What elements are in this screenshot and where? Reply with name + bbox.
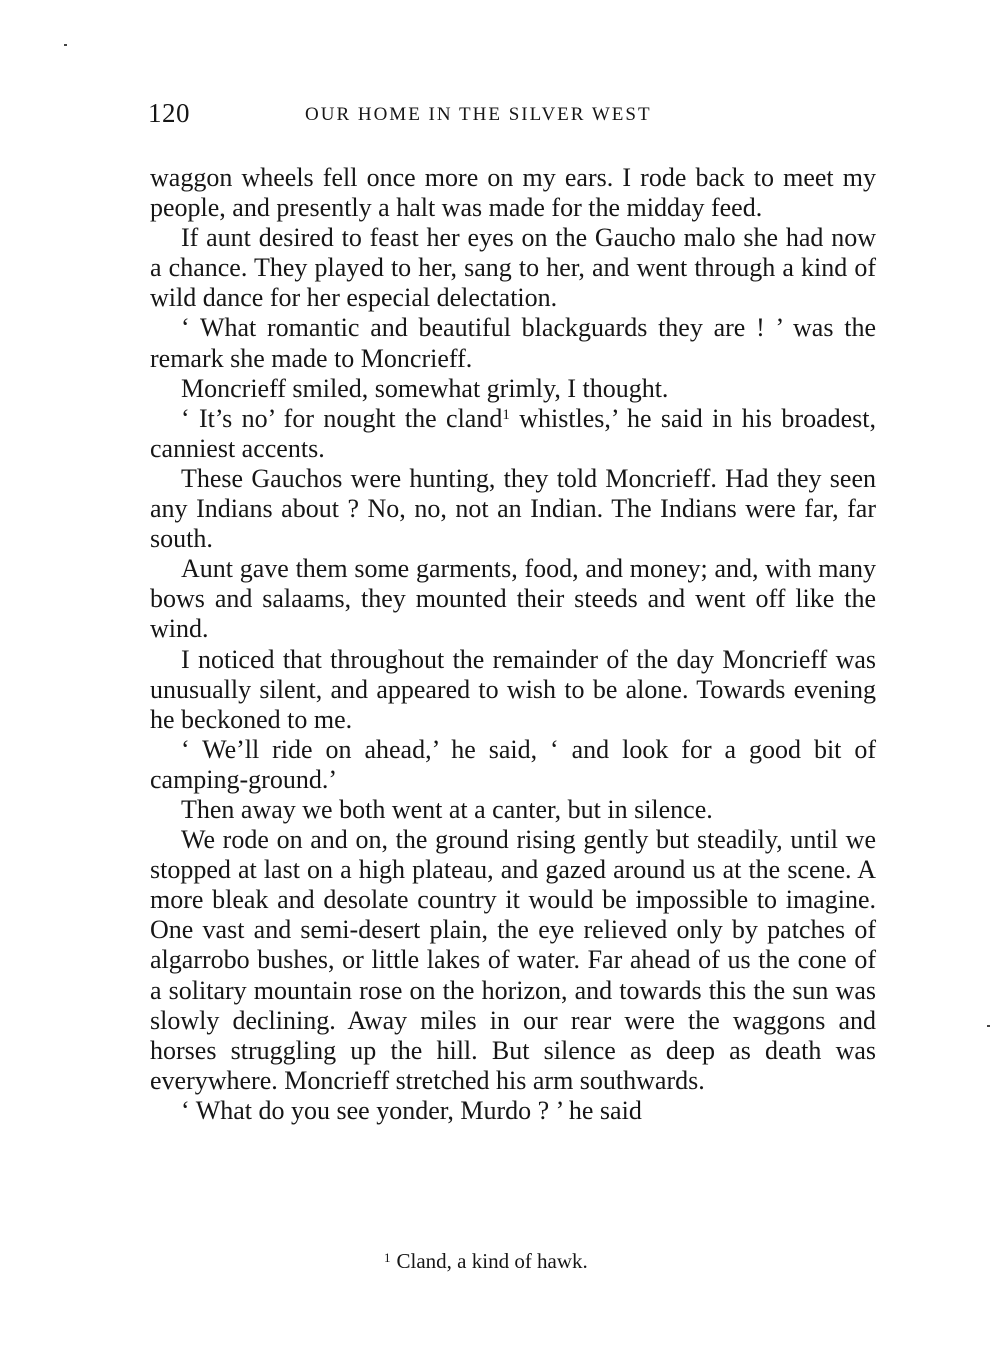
paragraph: If aunt desired to feast her eyes on the Gaucho malo she had now a chance. They played to her, sang to her, and went through a kind of wild dance for her especial delectation. bbox=[150, 223, 876, 313]
page-speck bbox=[987, 1025, 990, 1027]
paragraph: Moncrieff smiled, somewhat grimly, I thought. bbox=[181, 373, 669, 403]
body-text bbox=[150, 163, 876, 1126]
paragraph: ‘ What do you see yonder, Murdo ? ’ he said bbox=[181, 1095, 642, 1125]
paragraph: These Gauchos were hunting, they told Moncrieff. Had they seen any Indians about ? No, no, not an Indian. The Indians were far, far south. bbox=[150, 463, 876, 554]
paragraph: I noticed that throughout the remainder of the day Moncrieff was unusually silent, and appeared to wish to be alone. Towards evening he beckoned to me. bbox=[150, 644, 876, 734]
footnote-reference: 1 bbox=[502, 406, 510, 423]
paragraph: Then away we both went at a canter, but in silence. bbox=[181, 794, 713, 824]
footnote-mark: 1 bbox=[384, 1250, 391, 1265]
paragraph: ‘ What romantic and beautiful blackguards they are ! ’ was the remark she made to Moncrieff. bbox=[150, 313, 876, 373]
paragraph-text: ‘ It’s no’ for nought the cland bbox=[181, 403, 503, 433]
footnote bbox=[384, 1249, 588, 1274]
paragraph-text: whistles,’ he said in his broadest, canniest accents. bbox=[150, 403, 876, 463]
page-speck bbox=[64, 44, 67, 46]
paragraph bbox=[150, 404, 876, 464]
paragraph: waggon wheels fell once more on my ears. I rode back to meet my people, and presently a halt was made for the midday feed. bbox=[150, 163, 876, 223]
footnote-text: Cland, a kind of hawk. bbox=[396, 1249, 588, 1273]
running-head: OUR HOME IN THE SILVER WEST bbox=[305, 104, 652, 125]
page-number: 120 bbox=[148, 98, 190, 128]
paragraph: ‘ We’ll ride on ahead,’ he said, ‘ and look for a good bit of camping-ground.’ bbox=[150, 734, 876, 794]
paragraph: We rode on and on, the ground rising gently but steadily, until we stopped at last on a high plateau, and gazed around us at the scene. A more bleak and desolate country it would be impossible to imagine. One vast and semi-desert plain, the eye relieved only by patches of algarrobo bushes, or little lakes of water. Far ahead of us the cone of a solitary mountain rose on the horizon, and towards this the sun was slowly declining. Away miles in our rear were the waggons and horses struggling up the hill. But silence as deep as death was everywhere. Moncrieff stretched his arm southwards. bbox=[150, 825, 876, 1095]
page-header bbox=[148, 98, 876, 138]
paragraph: Aunt gave them some garments, food, and money; and, with many bows and salaams, they mounted their steeds and went off like the wind. bbox=[150, 554, 876, 644]
